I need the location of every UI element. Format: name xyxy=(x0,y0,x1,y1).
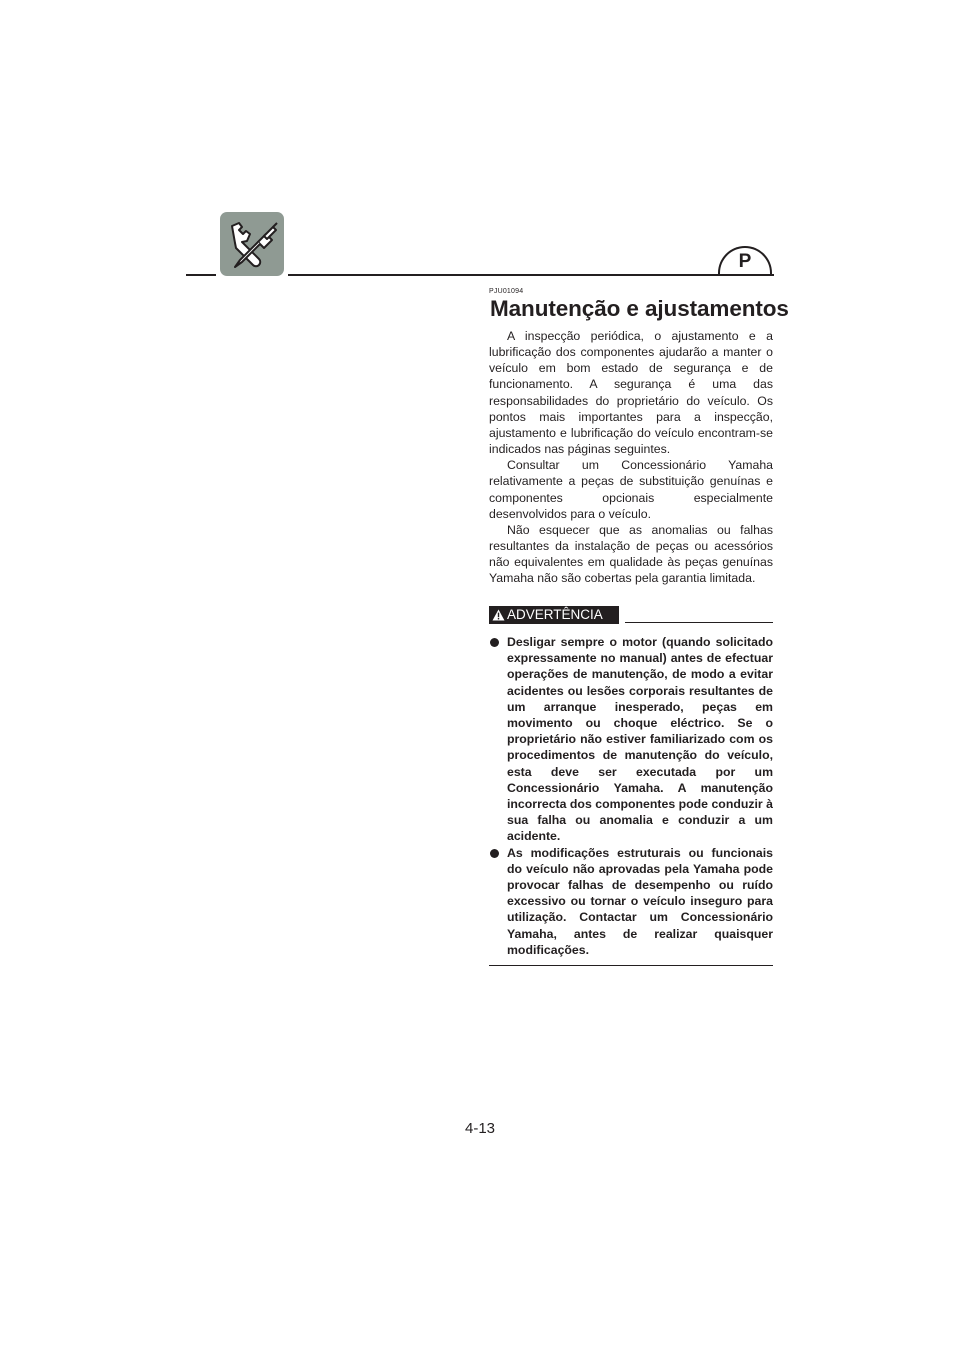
warning-box xyxy=(489,606,773,966)
paragraph: A inspecção periódica, o ajustamento e a lubrificação dos componentes ajudarão a manter o veículo em bom estado de segurança e de funcionamento. A segurança é uma das responsabilidades do proprietário do veículo. Os pontos mais importantes para a inspecção, ajustamento e lubrificação do veículo encontram-se indicados nas páginas seguintes. xyxy=(489,329,773,457)
list-item xyxy=(489,845,773,958)
bullet-icon xyxy=(490,638,499,647)
warning-triangle-icon xyxy=(492,608,505,626)
warning-header-rule xyxy=(625,622,773,623)
warning-label-text: ADVERTÊNCIA xyxy=(507,607,603,622)
list-item-text: As modificações estruturais ou funcionais do veículo não aprovadas pela Yamaha pode provocar falhas de desempenho ou ruído excessivo ou tornar o veículo inseguro para utilização. Contactar um Concessionário Yamaha, antes de realizar quaisquer modificações. xyxy=(507,845,773,957)
warning-label xyxy=(489,606,619,624)
warning-bottom-rule xyxy=(489,965,773,966)
body-text xyxy=(489,328,773,587)
language-badge: P xyxy=(718,246,772,274)
header-rule-left xyxy=(186,274,216,276)
header-rule-right xyxy=(288,274,774,276)
section-icon-tile xyxy=(220,212,284,276)
page-number: 4-13 xyxy=(464,1120,496,1137)
warning-list xyxy=(489,634,773,958)
warning-header xyxy=(489,606,773,626)
list-item xyxy=(489,634,773,845)
paragraph: Não esquecer que as anomalias ou falhas resultantes da instalação de peças ou acessórios não equivalentes em qualidade às peças genuínas Yamaha não são cobertas pela garantia limitada. xyxy=(489,522,773,586)
section-title: Manutenção e ajustamentos xyxy=(490,296,789,321)
paragraph: Consultar um Concessionário Yamaha relativamente a peças de substituição genuínas e componentes opcionais especialmente desenvolvidos para o veículo. xyxy=(489,458,773,521)
list-item-text: Desligar sempre o motor (quando solicitado expressamente no manual) antes de efectuar operações de manutenção, de modo a evitar acidentes ou lesões corporais resultantes de um arranque inesperado, peças em movimento ou choque eléctrico. Se o proprietário não estiver familiarizado com os procedimentos de manutenção do veículo, esta deve ser executada por um Concessionário Yamaha. A manutenção incorrecta dos componentes pode conduzir à sua falha ou anomalia e conduzir a um acidente. xyxy=(507,635,773,844)
wrench-screwdriver-icon xyxy=(220,212,284,276)
section-code: PJU01094 xyxy=(489,288,524,295)
bullet-icon xyxy=(490,849,499,858)
